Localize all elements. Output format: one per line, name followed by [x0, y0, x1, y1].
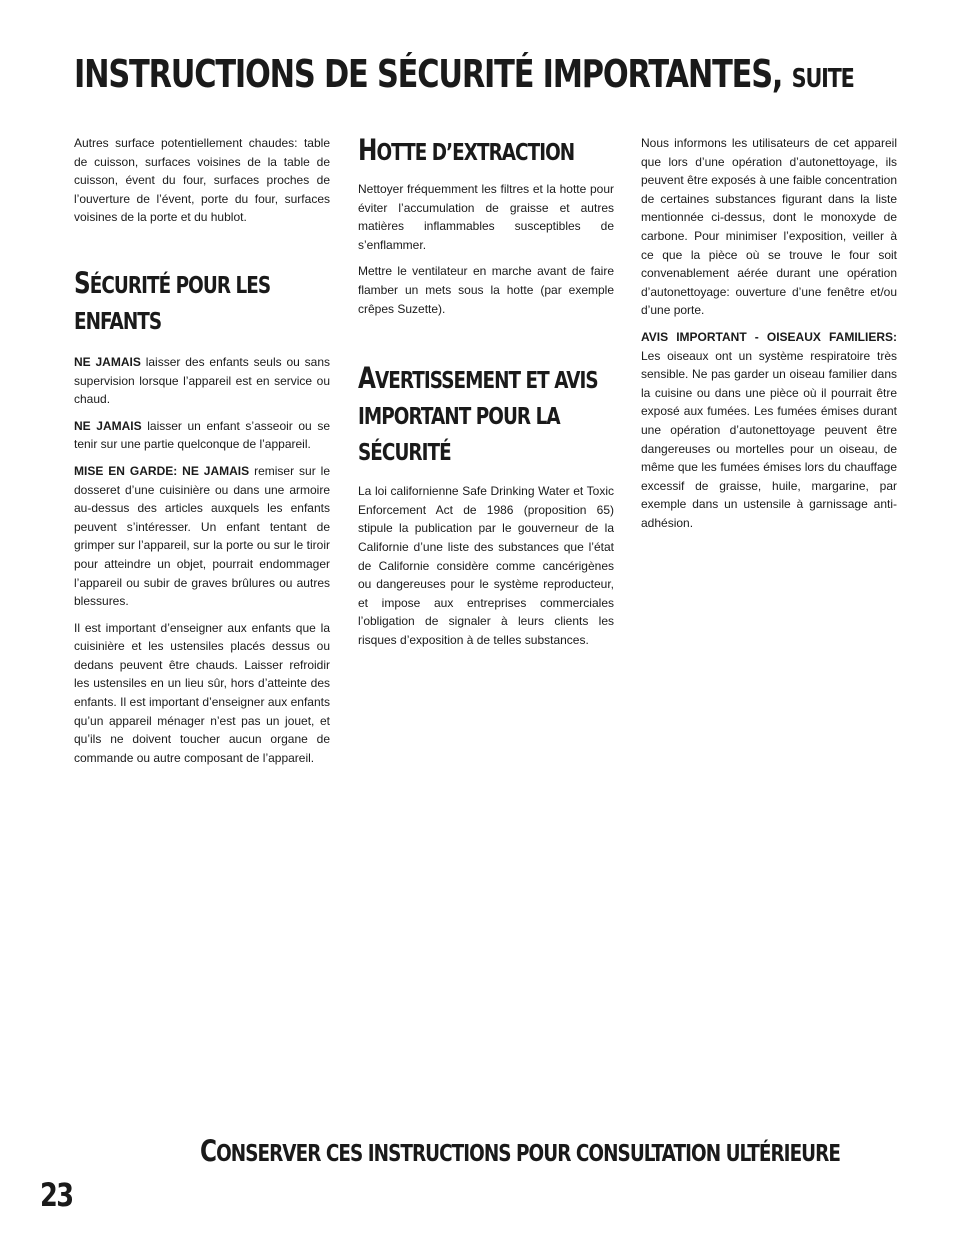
child-safety-paragraph-4: Il est important d’enseigner aux enfants que la cuisinière et les ustensiles placés dessus ou dedans peuvent être chauds. Laisser refroidir les ustensiles en un lieu sûr, hors d’atteinte des enfants. Il est important d’enseigner aux enfants qu’un appareil ménager n’est pas un jouet, et qu’ils ne doivent toucher aucun organe de commande ou autre composant de l’appareil.: [74, 620, 330, 765]
heading-rest: ÉCURITÉ POUR LES ENFANTS: [74, 272, 271, 335]
paragraph-text: Les oiseaux ont un système respiratoire très sensible. Ne pas garder un oiseau familier dans la cuisine ou dans une pièce où il pourrait être exposé aux fumées. Les fumées émises durant une opération d’autonettoyage peuvent être dangereuses ou mortelles pour un oiseau, de même que les fumées émises lors du chauffage excessif de graisse, huile, margarine, par exemple dans un ustensile à garnissage anti-adhésion.: [641, 348, 897, 530]
paragraph-text: laisser des enfants seuls ou sans supervision lorsque l’appareil est en service ou chaud.: [74, 354, 330, 407]
section-heading-child-safety: [74, 267, 338, 339]
exhaust-hood-paragraph-2: Mettre le ventilateur en marche avant de faire flamber un mets sous la hotte (par exemple crêpes Suzette).: [358, 264, 614, 316]
column-right: [641, 134, 897, 540]
paragraph-text: laisser un enfant s’asseoir ou se tenir sur une partie quelconque de l’appareil.: [74, 418, 331, 452]
child-safety-paragraph-2: [74, 417, 330, 454]
section-heading-safety-warning: [358, 362, 622, 470]
footer-initial: C: [200, 1134, 217, 1168]
exhaust-hood-paragraph-1: Nettoyer fréquemment les filtres et la hotte pour éviter l’accumulation de graisse et autres matières inflammables susceptibles de s’enflammer.: [358, 182, 614, 252]
heading-rest: VERTISSEMENT ET AVIS IMPORTANT POUR LA SÉCURITÉ: [358, 368, 598, 467]
paragraph-text: remiser sur le dosseret d’une cuisinière ou dans une armoire au-dessus des articles auxquels les enfants peuvent s’intéresser. Un enfant tentant de grimper sur l’appareil, sur la porte ou sur le tiroir pour atteindre un objet, pourrait endommager l’appareil ou subir de graves brûlures ou autres blessures.: [74, 463, 331, 609]
heading-initial: H: [358, 133, 377, 167]
child-safety-paragraph-1: [74, 353, 330, 409]
child-safety-paragraph-3: [74, 462, 330, 611]
heading-rest: OTTE D’EXTRACTION: [376, 140, 575, 166]
hot-surfaces-paragraph: Autres surface potentiellement chaudes: table de cuisson, surfaces voisines de la table de cuisson, évent du four, surfaces proches de l’ouverture de l’évent, porte du four, surfaces voisines de la porte et du hublot.: [74, 136, 330, 225]
notice-label: AVIS IMPORTANT - OISEAUX FAMILIERS:: [641, 329, 897, 344]
warning-label: NE JAMAIS: [74, 418, 142, 433]
safety-warning-paragraph: La loi californienne Safe Drinking Water et Toxic Enforcement Act de 1986 (proposition 65) stipule la publication par le gouverneur de la Californie d’une liste des substances que l’état de Californie considère comme cancérigènes ou dangereuses pour le système reproducteur, et impose aux entreprises commerciales l’obligation de signaler à leurs clients les risques d’exposition à de telles substances.: [358, 484, 614, 647]
section-heading-exhaust-hood: [358, 134, 622, 170]
page-title-main: INSTRUCTIONS DE SÉCURITÉ IMPORTANTES,: [74, 52, 783, 96]
warning-label: MISE EN GARDE: NE JAMAIS: [74, 463, 250, 478]
self-cleaning-paragraph: Nous informons les utilisateurs de cet appareil que lors d’une opération d’autonettoyage, ils peuvent être exposés à une faible concentration de certaines substances figurant dans la liste mentionnée ci-dessus, dont le monoxyde de carbone. Pour minimiser l’exposition, veiller à ce que la pièce où se trouve le four soit convenablement aérée durant une opération d’autonettoyage: ouverture d’une fenêtre et/ou d’une porte.: [641, 136, 897, 318]
page-title: [74, 52, 854, 101]
warning-label: NE JAMAIS: [74, 354, 141, 369]
column-middle: [358, 134, 614, 658]
page-number: 23: [40, 1176, 73, 1214]
heading-initial: S: [74, 265, 90, 300]
footer-notice: [200, 1134, 840, 1171]
column-left: [74, 134, 330, 775]
pet-birds-paragraph: [641, 328, 897, 533]
page-title-suffix: SUITE: [791, 64, 854, 94]
footer-rest: ONSERVER CES INSTRUCTIONS POUR CONSULTATION ULTÉRIEURE: [216, 1141, 840, 1167]
heading-initial: A: [358, 361, 375, 396]
